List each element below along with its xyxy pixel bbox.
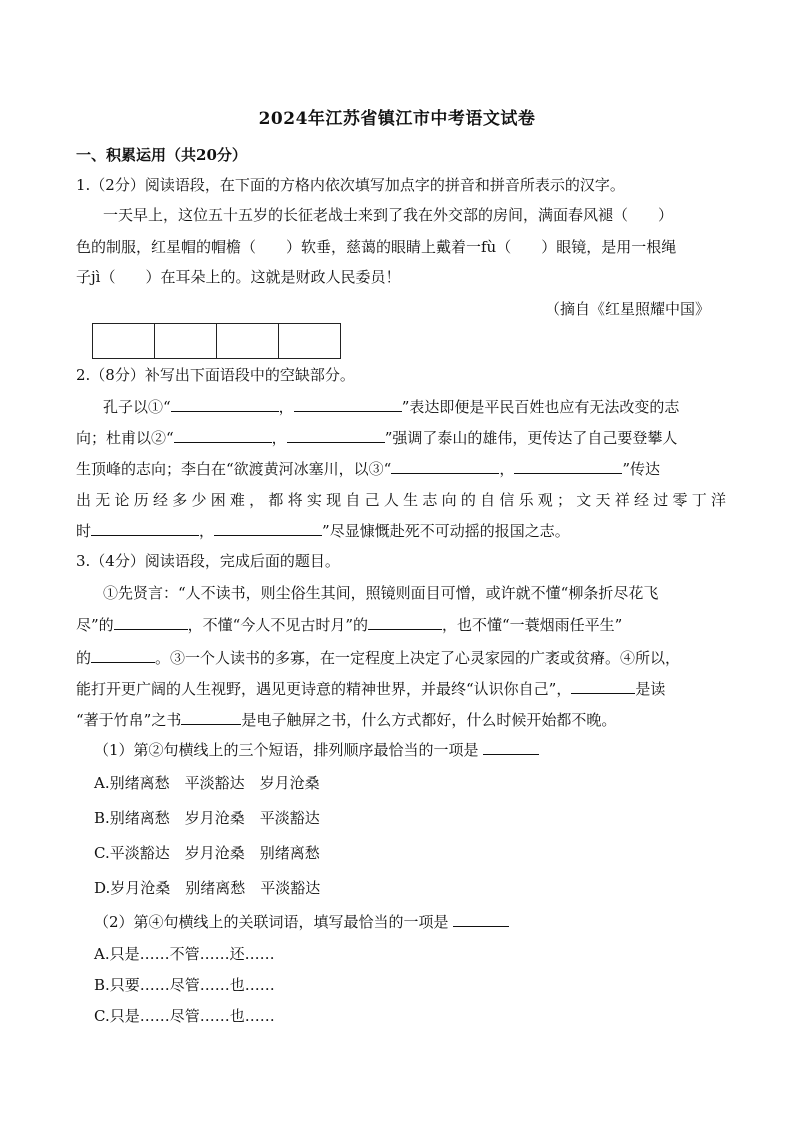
fill-blank[interactable] bbox=[391, 459, 499, 474]
q1-source: （摘自《红星照耀中国》 bbox=[544, 300, 710, 318]
q2-text: ”尽显慷慨赴死不可动摇的报国之志。 bbox=[322, 522, 570, 540]
q3-text: 是读 bbox=[635, 680, 666, 698]
q3-sub1-text: （1）第②句横线上的三个短语，排列顺序最恰当的一项是 bbox=[94, 741, 479, 759]
q3-sub1 bbox=[94, 739, 744, 761]
fill-blank[interactable] bbox=[368, 615, 442, 630]
q2-line-5 bbox=[76, 520, 726, 542]
fill-blank[interactable] bbox=[114, 615, 188, 630]
fill-blank[interactable] bbox=[294, 397, 402, 412]
option-d[interactable]: D.岁月沧桑 别绪离愁 平淡豁达 bbox=[94, 879, 321, 897]
answer-cell-1[interactable] bbox=[93, 324, 155, 358]
q3-text: ，不懂“今人不见古时月”的 bbox=[187, 616, 369, 634]
q2-text: 孔子以①“ bbox=[103, 398, 171, 416]
option-c[interactable]: C.只是……尽管……也…… bbox=[94, 1007, 275, 1025]
q1-passage-line-2: 色的制服，红星帽的帽檐（ ）软垂，慈蔼的眼睛上戴着一fù（ ）眼镜，是用一根绳 bbox=[76, 238, 677, 256]
q1-passage-line-3: 子jì（ ）在耳朵上的。这就是财政人民委员！ bbox=[76, 268, 401, 286]
q3-line-2 bbox=[76, 614, 726, 636]
q3-sub2 bbox=[94, 911, 744, 933]
q2-text: ”强调了泰山的雄伟，更传达了自己要登攀人 bbox=[384, 429, 678, 447]
section-heading: 一、积累运用（共20分） bbox=[76, 146, 247, 164]
answer-blank[interactable] bbox=[453, 912, 509, 927]
q2-line-1 bbox=[103, 396, 726, 418]
q2-text: 向；杜甫以②“ bbox=[76, 429, 174, 447]
fill-blank[interactable] bbox=[571, 679, 635, 694]
fill-blank[interactable] bbox=[181, 710, 241, 725]
q1-stem: 1.（2分）阅读语段，在下面的方格内依次填写加点字的拼音和拼音所表示的汉字。 bbox=[76, 176, 625, 194]
q2-text: ”表达即便是平民百姓也应有无法改变的志 bbox=[401, 398, 680, 416]
q2-line-2 bbox=[76, 427, 726, 449]
fill-blank[interactable] bbox=[214, 521, 322, 536]
option-c[interactable]: C.平淡豁达 岁月沧桑 别绪离愁 bbox=[94, 844, 320, 862]
q2-line-3 bbox=[76, 458, 726, 480]
fill-blank[interactable] bbox=[91, 648, 155, 663]
fill-blank[interactable] bbox=[514, 459, 622, 474]
q3-line-1: ①先贤言：“人不读书，则尘俗生其间，照镜则面目可憎，或许就不懂“柳条折尽花飞 bbox=[103, 584, 659, 602]
q2-text: ”传达 bbox=[622, 460, 661, 478]
option-a[interactable]: A.只是……不管……还…… bbox=[94, 945, 275, 963]
q3-line-4 bbox=[76, 678, 726, 700]
fill-blank[interactable] bbox=[91, 521, 199, 536]
q2-text: ， bbox=[278, 398, 294, 416]
option-b[interactable]: B.只要……尽管……也…… bbox=[94, 976, 275, 994]
q3-text: 是电子触屏之书，什么方式都好，什么时候开始都不晚。 bbox=[241, 711, 617, 729]
q2-text: ， bbox=[271, 429, 287, 447]
answer-cell-4[interactable] bbox=[279, 324, 340, 358]
q3-text: 。③一个人读书的多寡，在一定程度上决定了心灵家园的广袤或贫瘠。④所以， bbox=[155, 649, 681, 667]
answer-grid bbox=[92, 323, 341, 359]
q2-text: 时 bbox=[76, 522, 92, 540]
q2-stem: 2.（8分）补写出下面语段中的空缺部分。 bbox=[76, 366, 355, 384]
q1-passage-line-1: 一天早上，这位五十五岁的长征老战士来到了我在外交部的房间，满面春风褪（ ） bbox=[103, 206, 674, 224]
fill-blank[interactable] bbox=[287, 428, 385, 443]
q3-sub2-text: （2）第④句横线上的关联词语，填写最恰当的一项是 bbox=[94, 913, 449, 931]
answer-cell-2[interactable] bbox=[155, 324, 217, 358]
fill-blank[interactable] bbox=[174, 428, 272, 443]
q2-text: ， bbox=[199, 522, 215, 540]
q3-text: “著于竹帛”之书 bbox=[76, 711, 182, 729]
q3-text: 的 bbox=[76, 649, 92, 667]
q3-line-3 bbox=[76, 647, 726, 669]
page-title: 2024年江苏省镇江市中考语文试卷 bbox=[258, 109, 536, 129]
answer-blank[interactable] bbox=[483, 740, 539, 755]
q2-line-4: 出无论历经多少困难，都将实现自己人生志向的自信乐观；文天祥经过零丁洋 bbox=[76, 491, 726, 509]
option-b[interactable]: B.别绪离愁 岁月沧桑 平淡豁达 bbox=[94, 809, 320, 827]
q3-text: ，也不懂“一蓑烟雨任平生” bbox=[442, 616, 623, 634]
option-a[interactable]: A.别绪离愁 平淡豁达 岁月沧桑 bbox=[94, 774, 320, 792]
q3-stem: 3.（4分）阅读语段，完成后面的题目。 bbox=[76, 552, 340, 570]
q3-line-5 bbox=[76, 709, 726, 731]
q3-text: 尽”的 bbox=[76, 616, 114, 634]
answer-cell-3[interactable] bbox=[217, 324, 279, 358]
q3-text: 能打开更广阔的人生视野，遇见更诗意的精神世界，并最终“认识你自己”， bbox=[76, 680, 572, 698]
fill-blank[interactable] bbox=[171, 397, 279, 412]
q2-text: 生顶峰的志向；李白在“欲渡黄河冰塞川，以③“ bbox=[76, 460, 392, 478]
q2-text: ， bbox=[499, 460, 515, 478]
